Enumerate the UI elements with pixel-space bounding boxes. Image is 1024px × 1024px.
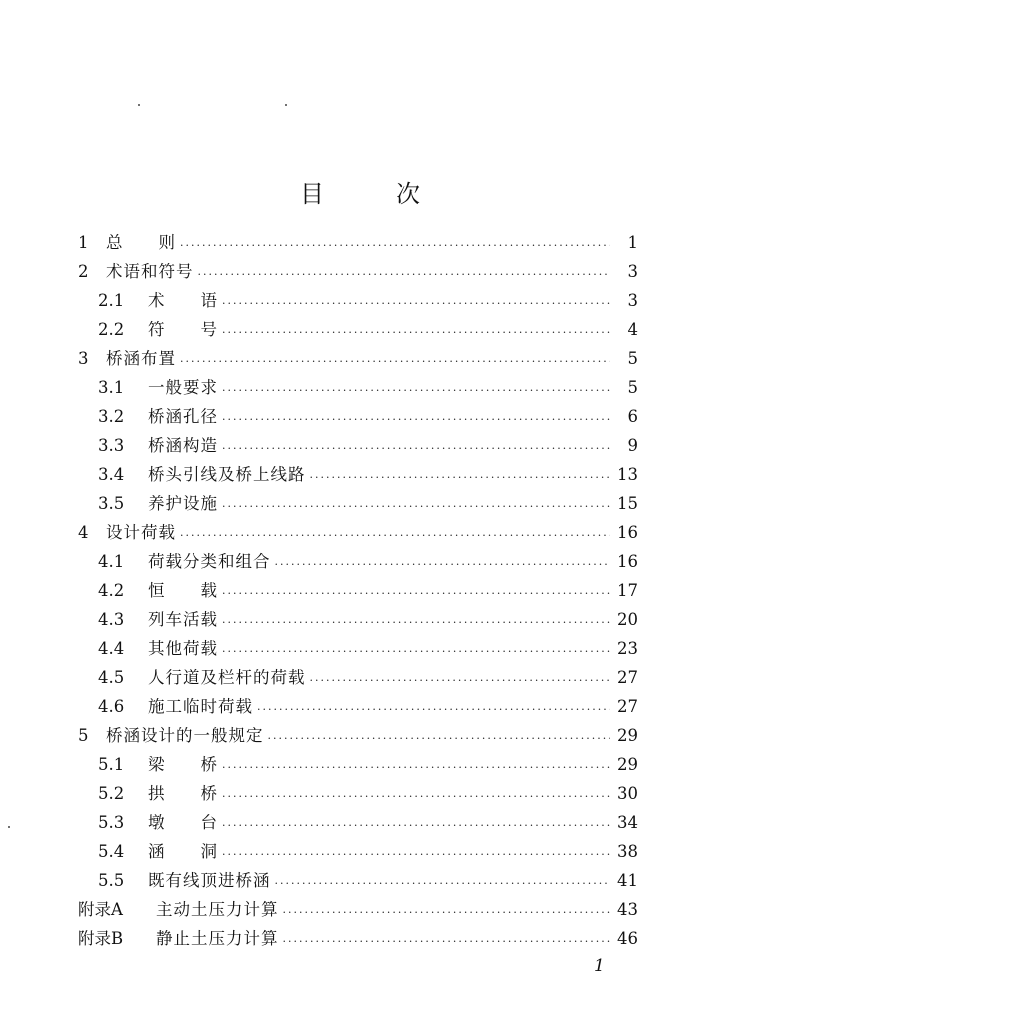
toc-entry-page: 29: [617, 726, 638, 745]
dot-leader: [180, 347, 610, 376]
toc-title-char: 次: [396, 180, 420, 208]
toc-entry[interactable]: [78, 286, 638, 315]
toc-entry-number: 附录B: [78, 929, 124, 948]
toc-entry[interactable]: [78, 402, 638, 431]
dot-leader: [222, 753, 610, 782]
toc-entry-page: 34: [617, 813, 638, 832]
toc-entry-page: 15: [617, 494, 638, 513]
toc-entry-number: 5.3: [98, 813, 125, 832]
dot-leader: [222, 608, 610, 637]
scan-speck: [8, 826, 10, 828]
toc-entry[interactable]: [78, 721, 638, 750]
toc-entry[interactable]: [78, 808, 638, 837]
toc-entry[interactable]: [78, 663, 638, 692]
toc-entry-title: 其他荷载: [148, 639, 218, 658]
toc-entry-number: 3.4: [98, 465, 125, 484]
toc-entry-number: 4: [78, 523, 89, 542]
toc-entry-page: 20: [617, 610, 638, 629]
toc-entry-number: 3: [78, 349, 89, 368]
dot-leader: [180, 231, 610, 260]
toc-entry-number: 4.6: [98, 697, 125, 716]
dot-leader: [222, 492, 610, 521]
toc-entry-number: 2.2: [98, 320, 125, 339]
dot-leader: [222, 840, 610, 869]
toc-entry-title: 符 号: [148, 320, 218, 339]
toc-entry-title: 术 语: [148, 291, 218, 310]
toc-entry-page: 17: [617, 581, 638, 600]
toc-entry[interactable]: [78, 460, 638, 489]
table-of-contents: [78, 228, 638, 953]
toc-entry-page: 16: [617, 523, 638, 542]
toc-entry-number: 3.3: [98, 436, 125, 455]
toc-entry[interactable]: [78, 750, 638, 779]
toc-entry-title: 总 则: [106, 233, 176, 252]
toc-entry-title: 梁 桥: [148, 755, 218, 774]
dot-leader: [222, 811, 610, 840]
page-number: 1: [594, 956, 605, 976]
toc-entry-number: 2.1: [98, 291, 125, 310]
toc-entry-title: 静止土压力计算: [156, 929, 279, 948]
scan-speck: [285, 104, 287, 106]
dot-leader: [222, 782, 610, 811]
toc-entry[interactable]: [78, 547, 638, 576]
toc-entry-page: 4: [627, 320, 638, 339]
toc-entry-page: 6: [627, 407, 638, 426]
dot-leader: [283, 898, 611, 927]
toc-entry[interactable]: [78, 576, 638, 605]
dot-leader: [180, 521, 610, 550]
toc-entry-number: 3.1: [98, 378, 125, 397]
dot-leader: [275, 869, 611, 898]
toc-entry-number: 4.2: [98, 581, 125, 600]
toc-entry-title: 涵 洞: [148, 842, 218, 861]
dot-leader: [222, 376, 610, 405]
toc-entry[interactable]: [78, 228, 638, 257]
dot-leader: [222, 434, 610, 463]
dot-leader: [310, 666, 611, 695]
toc-entry-title: 人行道及栏杆的荷载: [148, 668, 306, 687]
toc-entry-number: 5.4: [98, 842, 125, 861]
toc-entry-page: 3: [627, 291, 638, 310]
toc-entry-page: 23: [617, 639, 638, 658]
toc-entry-page: 3: [627, 262, 638, 281]
toc-entry-number: 2: [78, 262, 89, 281]
toc-entry-number: 3.5: [98, 494, 125, 513]
toc-entry-number: 5.5: [98, 871, 125, 890]
toc-entry-title: 列车活载: [148, 610, 218, 629]
toc-entry-title: 桥头引线及桥上线路: [148, 465, 306, 484]
dot-leader: [275, 550, 611, 579]
toc-entry[interactable]: [78, 837, 638, 866]
toc-entry-number: 5.1: [98, 755, 125, 774]
toc-entry-page: 38: [617, 842, 638, 861]
toc-entry[interactable]: [78, 257, 638, 286]
toc-entry-title: 墩 台: [148, 813, 218, 832]
toc-entry[interactable]: [78, 373, 638, 402]
dot-leader: [222, 637, 610, 666]
toc-entry-title: 主动土压力计算: [156, 900, 279, 919]
toc-entry-title: 桥涵布置: [106, 349, 176, 368]
toc-entry-number: 3.2: [98, 407, 125, 426]
toc-entry-number: 附录A: [78, 900, 123, 919]
toc-entry-page: 5: [627, 378, 638, 397]
toc-entry-page: 27: [617, 668, 638, 687]
dot-leader: [222, 405, 610, 434]
dot-leader: [198, 260, 611, 289]
dot-leader: [222, 289, 610, 318]
toc-entry[interactable]: [78, 895, 638, 924]
toc-entry-number: 5.2: [98, 784, 125, 803]
toc-entry-page: 27: [617, 697, 638, 716]
toc-entry-number: 4.5: [98, 668, 125, 687]
toc-entry-page: 29: [617, 755, 638, 774]
toc-entry-page: 1: [627, 233, 638, 252]
toc-entry-title: 拱 桥: [148, 784, 218, 803]
toc-entry-title: 一般要求: [148, 378, 218, 397]
toc-entry[interactable]: [78, 779, 638, 808]
toc-entry[interactable]: [78, 924, 638, 953]
toc-entry-page: 13: [617, 465, 638, 484]
toc-entry-title: 荷载分类和组合: [148, 552, 271, 571]
toc-entry-page: 30: [617, 784, 638, 803]
toc-entry[interactable]: [78, 605, 638, 634]
toc-title-char: 目: [300, 180, 324, 208]
dot-leader: [268, 724, 611, 753]
toc-entry-title: 桥涵孔径: [148, 407, 218, 426]
toc-entry-title: 桥涵设计的一般规定: [106, 726, 264, 745]
toc-entry[interactable]: [78, 692, 638, 721]
toc-entry-page: 9: [627, 436, 638, 455]
toc-entry-title: 桥涵构造: [148, 436, 218, 455]
dot-leader: [310, 463, 611, 492]
toc-entry-number: 1: [78, 233, 89, 252]
toc-entry[interactable]: [78, 344, 638, 373]
toc-entry[interactable]: [78, 518, 638, 547]
dot-leader: [257, 695, 610, 724]
toc-entry-page: 43: [617, 900, 638, 919]
toc-entry-title: 恒 载: [148, 581, 218, 600]
scan-speck: [138, 104, 140, 106]
dot-leader: [283, 927, 611, 956]
toc-entry[interactable]: [78, 866, 638, 895]
toc-entry-page: 5: [627, 349, 638, 368]
toc-entry-title: 养护设施: [148, 494, 218, 513]
toc-title: [300, 174, 420, 209]
toc-entry-title: 既有线顶进桥涵: [148, 871, 271, 890]
toc-entry-number: 5: [78, 726, 89, 745]
toc-entry-page: 16: [617, 552, 638, 571]
dot-leader: [222, 579, 610, 608]
toc-entry-title: 设计荷载: [106, 523, 176, 542]
toc-entry-number: 4.4: [98, 639, 125, 658]
dot-leader: [222, 318, 610, 347]
toc-entry-title: 术语和符号: [106, 262, 194, 281]
toc-entry-number: 4.1: [98, 552, 125, 571]
toc-entry[interactable]: [78, 431, 638, 460]
toc-entry-title: 施工临时荷载: [148, 697, 253, 716]
toc-entry[interactable]: [78, 315, 638, 344]
toc-entry[interactable]: [78, 634, 638, 663]
toc-entry-page: 41: [617, 871, 638, 890]
toc-entry-number: 4.3: [98, 610, 125, 629]
toc-entry-page: 46: [617, 929, 638, 948]
toc-entry[interactable]: [78, 489, 638, 518]
